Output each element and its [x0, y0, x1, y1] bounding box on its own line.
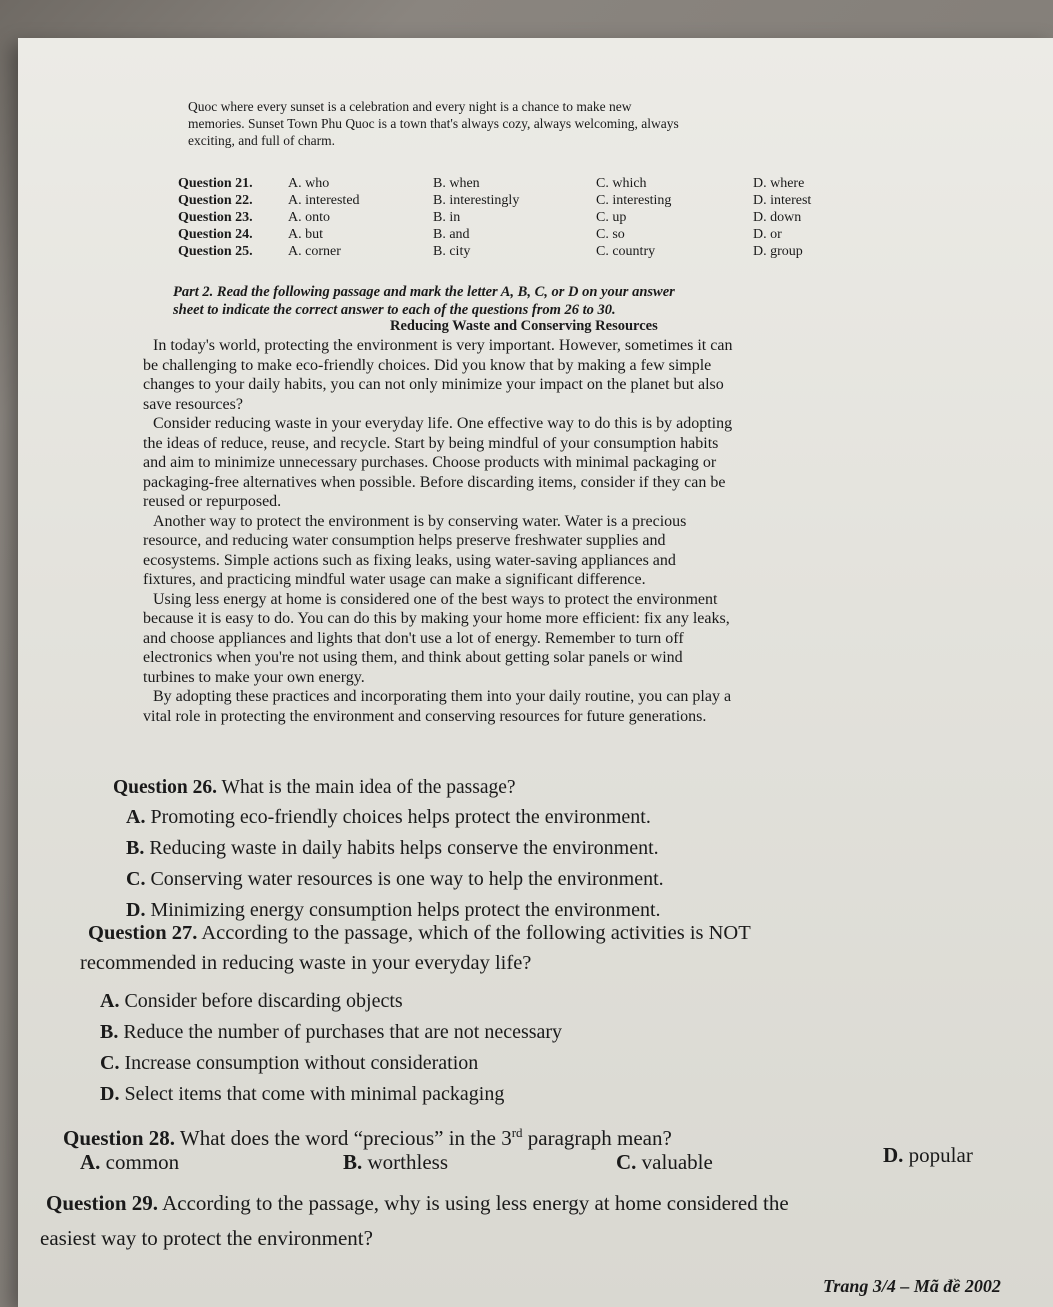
option-d: [100, 1079, 562, 1110]
q26-options: [126, 802, 664, 926]
option-text: Consider before discarding objects: [124, 990, 403, 1012]
part2-instructions: [173, 283, 675, 319]
question-label: Question 23.: [178, 210, 253, 225]
option-letter: A.: [80, 1150, 101, 1174]
option-letter: A.: [126, 806, 146, 828]
question-text: According to the passage, why is using less energy at home considered the: [162, 1191, 789, 1215]
passage-line: ecosystems. Simple actions such as fixing leaks, using water-saving appliances and: [143, 551, 676, 569]
passage-line: packaging-free alternatives when possible. Before discarding items, consider if they can be: [143, 473, 726, 491]
question-text: What does the word “precious” in the 3: [179, 1126, 512, 1150]
q28-option-c: [616, 1150, 713, 1175]
option-text: Reduce the number of purchases that are not necessary: [123, 1021, 563, 1043]
q27-options: [100, 986, 562, 1110]
question-label: Question 25.: [178, 244, 253, 259]
option-c: C. up: [596, 210, 627, 225]
passage-line: turbines to make your own energy.: [143, 668, 365, 686]
question-label: Question 29.: [46, 1191, 159, 1215]
instruction-line: Part 2. Read the following passage and mark the letter A, B, C, or D on your answer: [173, 284, 675, 300]
option-b: [100, 1017, 562, 1048]
passage-line: and aim to minimize unnecessary purchases. Choose products with minimal packaging or: [143, 454, 717, 471]
question-text-end: paragraph mean?: [522, 1126, 672, 1150]
option-c: C. country: [596, 244, 656, 259]
option-letter: C.: [126, 868, 146, 890]
option-letter: B.: [126, 837, 145, 859]
passage-line: reused or repurposed.: [143, 493, 282, 510]
option-letter: C.: [100, 1052, 120, 1074]
passage-line: Another way to protect the environment is by conserving water. Water is a precious: [153, 512, 687, 530]
ordinal-suffix: rd: [511, 1125, 523, 1140]
passage-line: the ideas of reduce, reuse, and recycle. Start by being mindful of your consumption habits: [143, 434, 719, 452]
option-b: B. interestingly: [433, 193, 520, 208]
option-a: [126, 802, 664, 833]
exam-page: [18, 38, 1053, 1307]
option-b: B. city: [433, 244, 471, 259]
passage-line: Consider reducing waste in your everyday life. One effective way to do this is by adopting: [153, 415, 733, 432]
page-footer: Trang 3/4 – Mã đề 2002: [823, 1276, 1001, 1296]
question-29: [40, 1186, 789, 1256]
question-label: Question 24.: [178, 227, 253, 242]
passage-line: changes to your daily habits, you can not only minimize your impact on the planet but also: [143, 376, 724, 393]
passage-line: By adopting these practices and incorporating them into your daily routine, you can play a: [153, 688, 732, 705]
option-d: D. group: [753, 244, 803, 259]
passage-title: Reducing Waste and Conserving Resources: [390, 318, 658, 334]
question-26: [113, 773, 516, 803]
option-d: D. where: [753, 176, 805, 191]
question-27: [80, 918, 751, 978]
passage-line: save resources?: [143, 395, 243, 413]
option-a: A. onto: [288, 210, 330, 225]
option-text: Increase consumption without consideration: [124, 1052, 479, 1074]
option-b: B. in: [433, 210, 461, 225]
option-text: Promoting eco-friendly choices helps protect the environment.: [150, 806, 651, 828]
reading-passage: [143, 336, 732, 726]
question-label: Question 22.: [178, 193, 253, 208]
option-text: Select items that come with minimal packaging: [124, 1083, 505, 1105]
intro-paragraph: [188, 98, 679, 149]
option-c: C. which: [596, 176, 647, 191]
question-label: Question 28.: [63, 1126, 176, 1150]
option-a: [100, 986, 562, 1017]
option-text: Reducing waste in daily habits helps conserve the environment.: [149, 837, 659, 859]
intro-line: memories. Sunset Town Phu Quoc is a town that's always cozy, always welcoming, always: [188, 116, 679, 131]
option-a: A. corner: [288, 244, 341, 259]
passage-line: be challenging to make eco-friendly choices. Did you know that by making a few simple: [143, 356, 712, 374]
intro-line: Quoc where every sunset is a celebration and every night is a chance to make new: [188, 99, 632, 114]
option-c: C. so: [596, 227, 625, 242]
passage-line: and choose appliances and lights that don't use a lot of energy. Remember to turn off: [143, 629, 684, 647]
option-d: D. interest: [753, 193, 812, 208]
passage-line: vital role in protecting the environment and conserving resources for future generations.: [143, 707, 707, 725]
option-text: valuable: [641, 1150, 713, 1174]
option-d: D. or: [753, 227, 782, 242]
question-text-line2: recommended in reducing waste in your everyday life?: [80, 952, 532, 974]
option-c: [126, 864, 664, 895]
question-label: Question 21.: [178, 176, 253, 191]
option-letter: B.: [343, 1150, 363, 1174]
option-letter: D.: [100, 1083, 120, 1105]
option-c: [100, 1048, 562, 1079]
option-text: common: [105, 1150, 180, 1174]
option-text: Minimizing energy consumption helps protect the environment.: [150, 899, 661, 921]
option-text: popular: [908, 1143, 973, 1167]
option-a: A. interested: [288, 193, 360, 208]
option-a: A. who: [288, 176, 330, 191]
passage-line: Using less energy at home is considered one of the best ways to protect the environment: [153, 590, 718, 608]
question-label: Question 27.: [88, 922, 198, 944]
intro-line: exciting, and full of charm.: [188, 133, 335, 148]
option-text: Conserving water resources is one way to help the environment.: [150, 868, 664, 890]
option-b: [126, 833, 664, 864]
option-text: worthless: [367, 1150, 449, 1174]
option-b: B. when: [433, 176, 480, 191]
instruction-line: sheet to indicate the correct answer to each of the questions from 26 to 30.: [173, 302, 616, 318]
option-letter: A.: [100, 990, 120, 1012]
passage-line: electronics when you're not using them, and think about getting solar panels or wind: [143, 649, 683, 666]
passage-line: fixtures, and practicing mindful water usage can make a significant difference.: [143, 571, 646, 588]
option-letter: D.: [126, 899, 146, 921]
q28-option-b: [343, 1150, 448, 1175]
question-text-line2: easiest way to protect the environment?: [40, 1226, 373, 1250]
question-text: According to the passage, which of the following activities is NOT: [201, 922, 751, 944]
question-text: What is the main idea of the passage?: [221, 777, 516, 798]
option-a: A. but: [288, 227, 323, 242]
question-label: Question 26.: [113, 777, 218, 798]
option-c: C. interesting: [596, 193, 672, 208]
option-letter: D.: [883, 1143, 904, 1167]
option-letter: C.: [616, 1150, 637, 1174]
passage-line: because it is easy to do. You can do this by making your home more efficient: fix any leaks,: [143, 610, 730, 627]
option-b: B. and: [433, 227, 470, 242]
question-28: [63, 1118, 672, 1153]
option-letter: B.: [100, 1021, 119, 1043]
passage-line: In today's world, protecting the environment is very important. However, sometimes it can: [153, 337, 733, 354]
q28-option-d: [883, 1143, 973, 1168]
passage-line: resource, and reducing water consumption helps preserve freshwater supplies and: [143, 532, 666, 549]
option-d: D. down: [753, 210, 802, 225]
q28-option-a: [80, 1150, 179, 1175]
